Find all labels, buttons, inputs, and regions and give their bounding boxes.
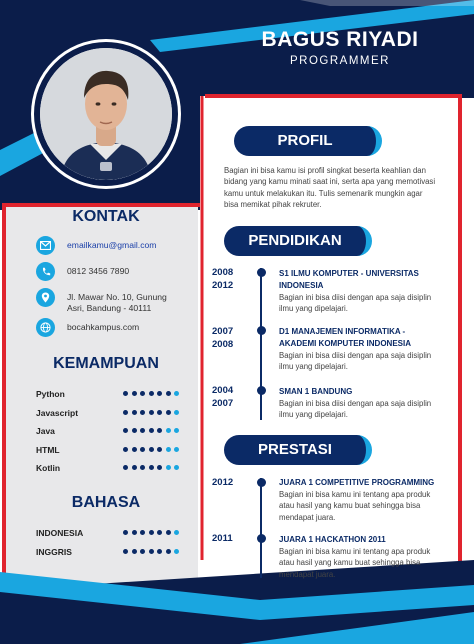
section-title-kemampuan: KEMAMPUAN <box>53 355 159 372</box>
skill-level-dot <box>174 391 179 396</box>
globe-icon <box>36 318 55 337</box>
achievement-title: JUARA 1 COMPETITIVE PROGRAMMING <box>279 478 435 487</box>
skill-level-dot <box>174 428 179 433</box>
language-level-dot <box>123 530 128 535</box>
skill-level-dots <box>123 447 183 452</box>
language-level-dots <box>123 549 183 554</box>
contact-website-text: bocahkampus.com <box>67 322 140 332</box>
language-name: INDONESIA <box>36 528 84 538</box>
timeline-dot <box>257 386 266 395</box>
skill-level-dot <box>132 465 137 470</box>
education-title: S1 ILMU KOMPUTER - UNIVERSITAS INDONESIA <box>279 269 419 290</box>
profil-text: Bagian ini bisa kamu isi profil singkat beserta keahlian dan bidang yang kamu minati saat ini, serta apa yang memotivasi kamu untuk melakukan itu. Tulis semenarik mungkin agar bisa memikat pihak rekruter. <box>224 166 436 209</box>
achievement-desc: Bagian ini bisa kamu ini tentang apa produk atau hasil yang kamu buat sehingga bisa mendapat juara. <box>279 490 431 522</box>
education-title: D1 MANAJEMEN INFORMATIKA - AKADEMI KOMPUTER INDONESIA <box>279 327 412 348</box>
skill-name: HTML <box>36 444 60 455</box>
skill-level-dot <box>140 465 145 470</box>
contact-address-text: Jl. Mawar No. 10, Gunung Asri, Bandung - 40111 <box>67 292 167 313</box>
pendidikan-timeline <box>260 268 262 420</box>
skill-row <box>36 408 186 420</box>
skill-level-dots <box>123 428 183 433</box>
contact-phone-text: 0812 3456 7890 <box>67 266 130 276</box>
skill-row <box>36 426 186 438</box>
skill-level-dots <box>123 410 183 415</box>
skill-level-dot <box>123 410 128 415</box>
skill-level-dot <box>166 428 171 433</box>
skill-level-dot <box>132 428 137 433</box>
skill-level-dot <box>166 465 171 470</box>
section-title-kontak: KONTAK <box>72 208 140 225</box>
skill-level-dot <box>157 447 162 452</box>
timeline-dot <box>257 534 266 543</box>
language-level-dots <box>123 530 183 535</box>
language-level-dot <box>174 549 179 554</box>
skill-level-dot <box>157 391 162 396</box>
skill-level-dot <box>123 447 128 452</box>
language-level-dot <box>157 530 162 535</box>
language-level-dot <box>140 530 145 535</box>
contact-email[interactable] <box>36 236 196 255</box>
education-years: 2007 2008 <box>212 326 234 350</box>
education-desc: Bagian ini bisa diisi dengan apa saja disiplin ilmu yang dipelajari. <box>279 351 432 372</box>
skill-level-dot <box>149 447 154 452</box>
skill-level-dot <box>157 465 162 470</box>
timeline-dot <box>257 326 266 335</box>
skill-level-dots <box>123 465 183 470</box>
skill-level-dot <box>123 391 128 396</box>
education-title: SMAN 1 BANDUNG <box>279 387 353 396</box>
achievement-desc: Bagian ini bisa kamu ini tentang apa produk atau hasil yang kamu buat sehingga bisa mendapat juara. <box>279 547 431 579</box>
skill-row <box>36 445 186 457</box>
achievement-title: JUARA 1 HACKATHON 2011 <box>279 535 386 544</box>
achievement-year: 2012 <box>212 477 234 488</box>
location-icon <box>36 288 55 307</box>
achievement-year: 2011 <box>212 533 233 544</box>
skill-level-dot <box>140 391 145 396</box>
skill-name: Javascript <box>36 407 79 418</box>
phone-icon <box>36 262 55 281</box>
skill-level-dot <box>166 391 171 396</box>
skill-level-dot <box>149 465 154 470</box>
skill-row <box>36 389 186 401</box>
language-level-dot <box>157 549 162 554</box>
skill-level-dot <box>149 391 154 396</box>
email-icon <box>36 236 55 255</box>
language-level-dot <box>149 549 154 554</box>
skill-level-dot <box>140 428 145 433</box>
language-level-dot <box>149 530 154 535</box>
education-desc: Bagian ini bisa diisi dengan apa saja disiplin ilmu yang dipelajari. <box>279 293 432 314</box>
skill-level-dot <box>123 428 128 433</box>
skill-level-dot <box>149 428 154 433</box>
person-portrait <box>40 48 172 180</box>
skill-name: Java <box>36 426 55 436</box>
skill-level-dot <box>174 465 179 470</box>
skill-level-dot <box>174 447 179 452</box>
skill-level-dot <box>166 447 171 452</box>
skill-level-dot <box>157 428 162 433</box>
profile-photo <box>34 42 178 186</box>
contact-website[interactable] <box>36 318 196 337</box>
skill-level-dot <box>149 410 154 415</box>
timeline-dot <box>257 268 266 277</box>
education-years: 2008 2012 <box>212 267 234 291</box>
candidate-role: PROGRAMMER <box>290 55 390 67</box>
skill-level-dot <box>132 447 137 452</box>
skill-name: Kotlin <box>36 463 61 473</box>
education-years: 2004 2007 <box>212 385 234 409</box>
skill-level-dot <box>123 465 128 470</box>
skill-level-dot <box>166 410 171 415</box>
language-level-dot <box>174 530 179 535</box>
contact-address <box>36 288 196 314</box>
skill-level-dot <box>132 391 137 396</box>
language-level-dot <box>123 549 128 554</box>
skill-level-dot <box>157 410 162 415</box>
section-title-prestasi: PRESTASI <box>224 435 372 465</box>
education-desc: Bagian ini bisa diisi dengan apa saja disiplin ilmu yang dipelajari. <box>279 399 432 420</box>
timeline-dot <box>257 478 266 487</box>
language-level-dot <box>166 549 171 554</box>
language-row <box>36 528 186 540</box>
skill-level-dot <box>174 410 179 415</box>
candidate-name: BAGUS RIYADI <box>261 28 419 51</box>
section-title-profil: PROFIL <box>234 126 382 156</box>
contact-phone <box>36 262 196 281</box>
prestasi-timeline <box>260 478 262 578</box>
language-level-dot <box>132 549 137 554</box>
language-level-dot <box>132 530 137 535</box>
skill-name: Python <box>36 389 65 399</box>
section-title-bahasa: BAHASA <box>71 494 141 511</box>
skill-level-dot <box>132 410 137 415</box>
skill-level-dot <box>140 447 145 452</box>
skill-row <box>36 463 186 475</box>
section-title-pendidikan: PENDIDIKAN <box>224 226 372 256</box>
language-name: INGGRIS <box>36 547 72 557</box>
language-level-dot <box>166 530 171 535</box>
skill-level-dots <box>123 391 183 396</box>
skill-level-dot <box>140 410 145 415</box>
language-level-dot <box>140 549 145 554</box>
language-row <box>36 547 186 559</box>
contact-email-text: emailkamu@gmail.com <box>67 240 157 250</box>
